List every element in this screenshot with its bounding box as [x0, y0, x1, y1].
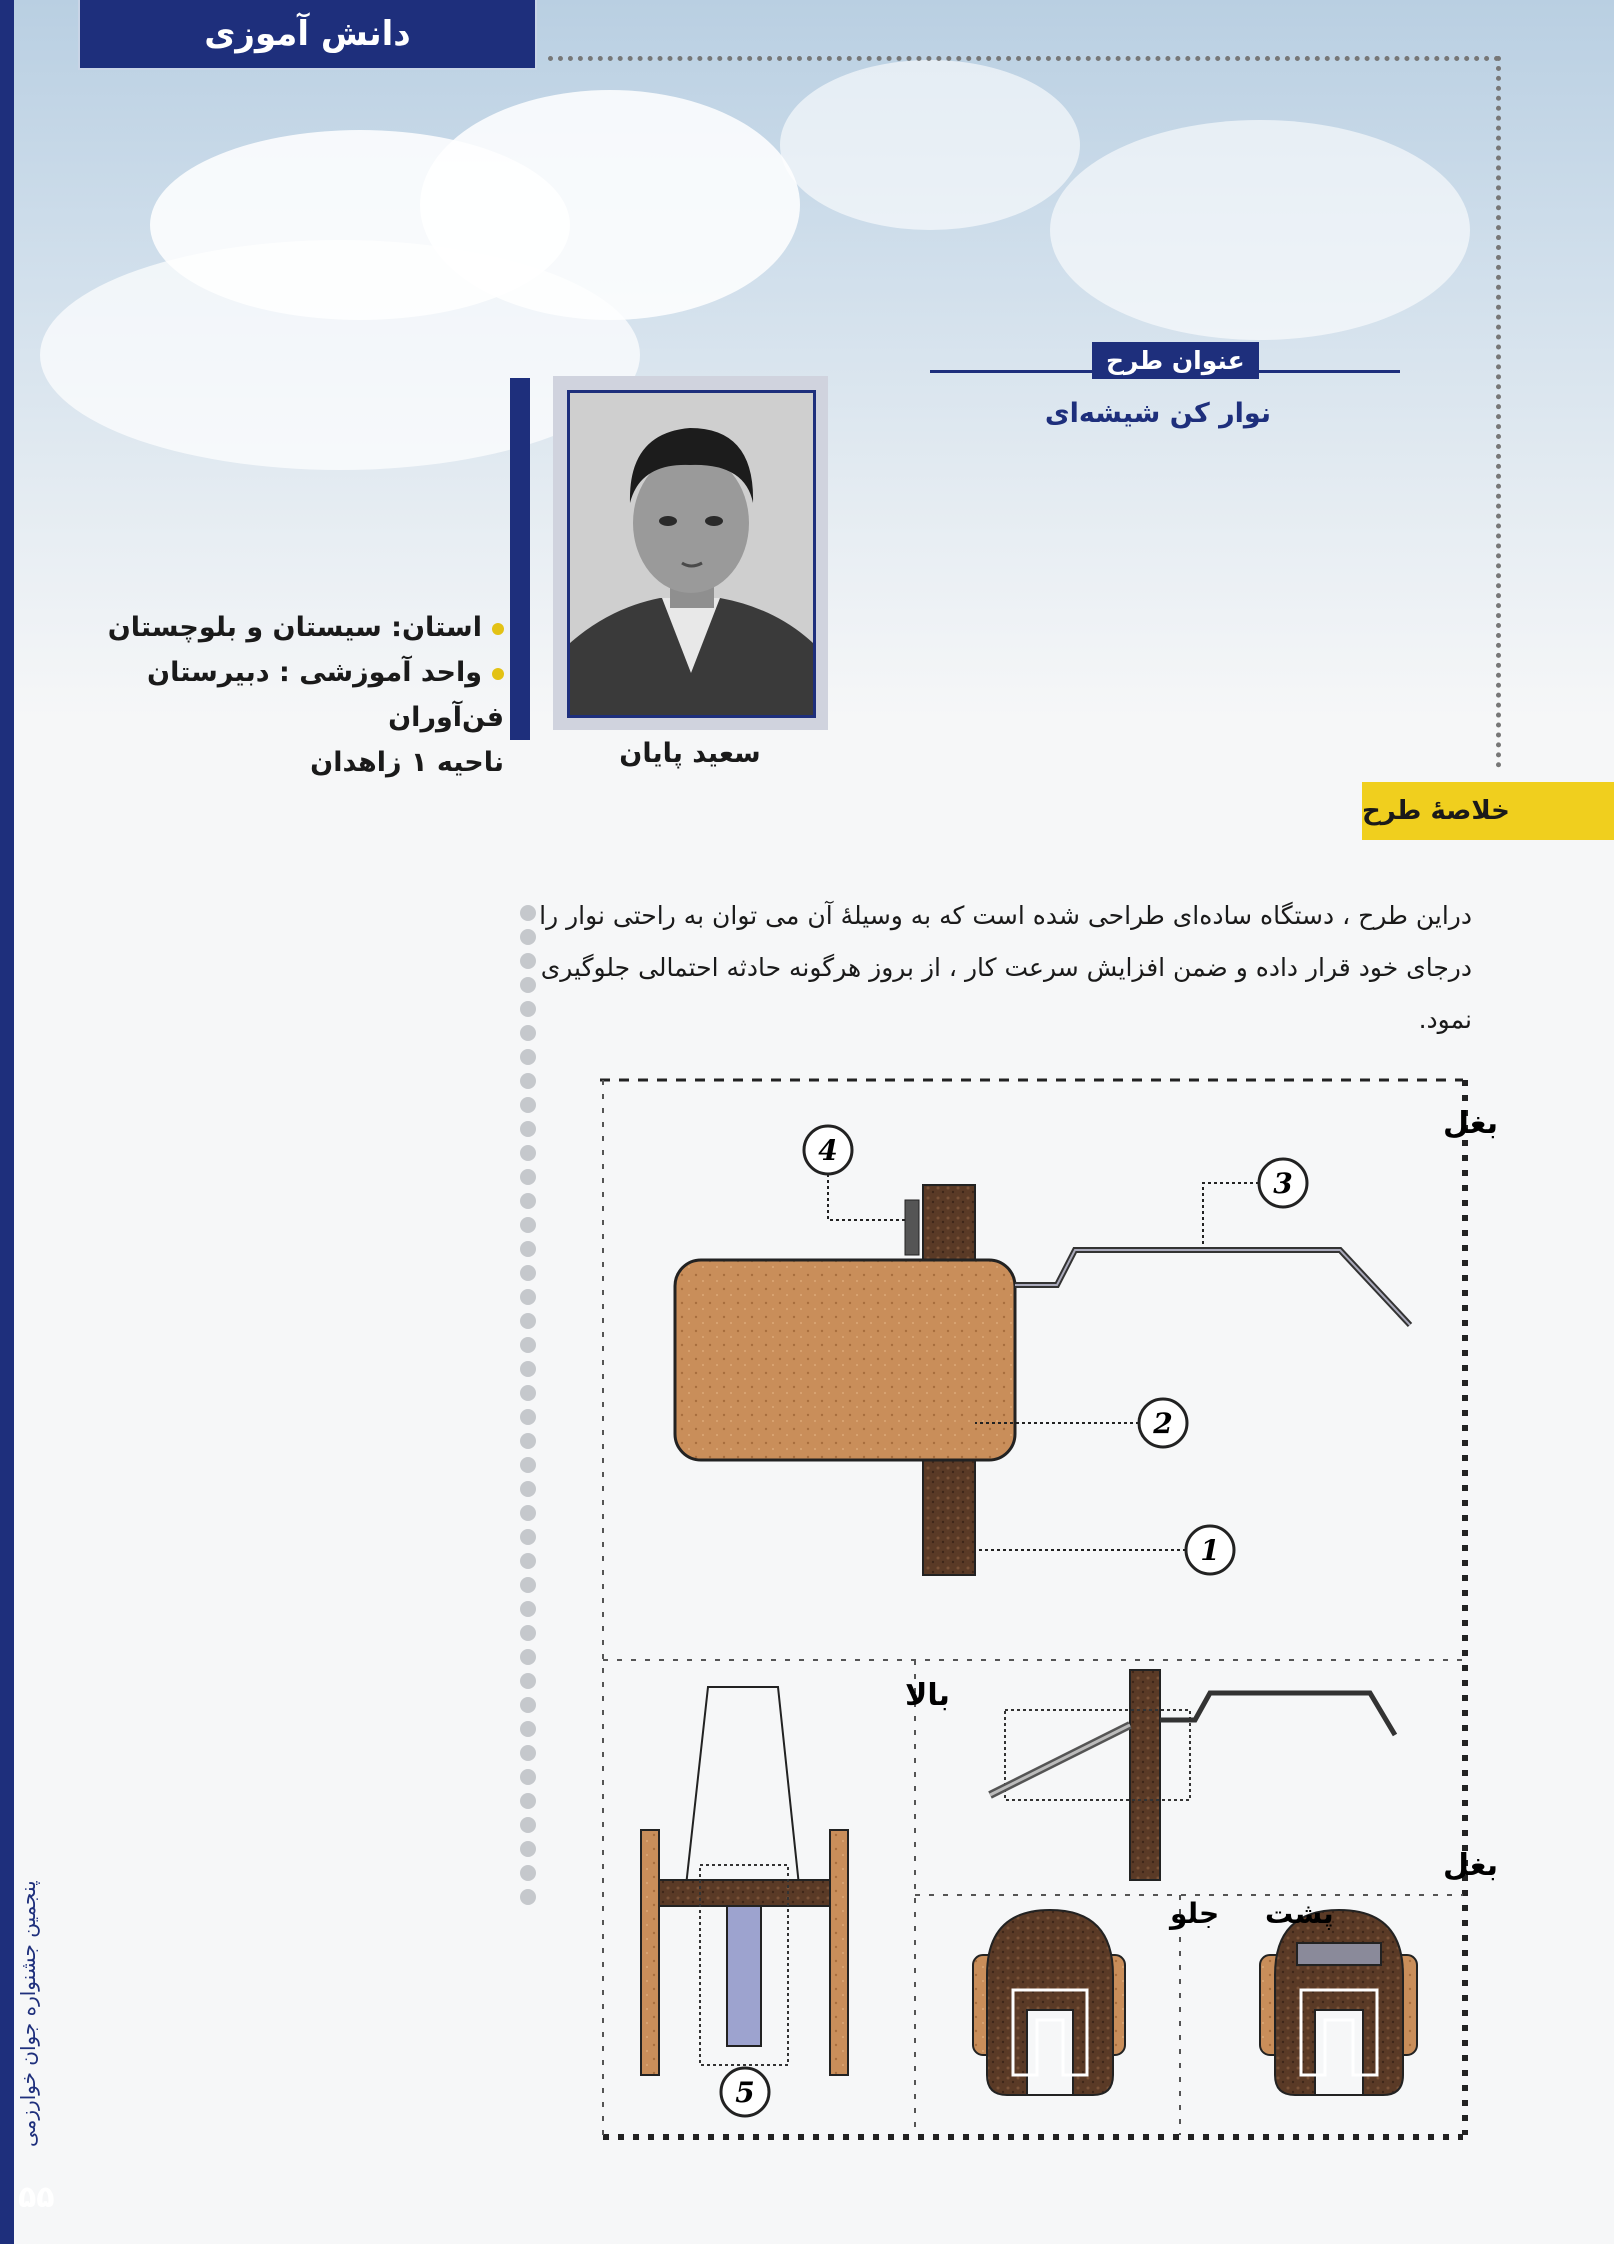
district-row — [84, 740, 504, 785]
callout-4 — [804, 1126, 905, 1220]
footer-event: پنجمین جشنواره جوان خوارزمی — [16, 1880, 40, 2147]
province-text: استان: سیستان و بلوچستان — [107, 612, 482, 643]
summary-label: خلاصهٔ طرح — [1362, 782, 1614, 840]
cloud — [1050, 120, 1470, 340]
callout-1 — [975, 1526, 1234, 1574]
front-view — [973, 1910, 1125, 2095]
author-name: سعید پایان — [619, 738, 761, 769]
project-title-label: عنوان طرح — [1092, 342, 1259, 379]
district-text: ناحیه ۱ زاهدان — [310, 747, 504, 778]
school-text: واحد آموزشی : دبیرستان فن‌آوران — [147, 657, 504, 733]
project-title: نوار کن شیشه‌ای — [1044, 398, 1271, 429]
dotted-border-right — [1496, 56, 1501, 768]
province-row — [84, 605, 504, 650]
author-info — [84, 605, 504, 785]
cloud — [40, 240, 640, 470]
author-photo-frame — [553, 376, 828, 730]
label-top: بالا — [905, 1678, 950, 1713]
section-tab: دانش آموزی — [78, 0, 537, 70]
bullet-icon — [492, 668, 504, 680]
callout-5-label: 5 — [735, 2076, 755, 2109]
bullet-icon — [492, 623, 504, 635]
dotted-border-top — [548, 56, 1500, 61]
callout-3-label: 3 — [1273, 1167, 1293, 1200]
summary-paragraph: دراین طرح ، دستگاه ساده‌ای طراحی شده است که به وسیلهٔ آن می توان به راحتی نوار را درجای خود قرار داده و ضمن افزایش سرعت کار ، از بروز هرگونه حادثه احتمالی جلوگیری نمود. — [539, 901, 1472, 1034]
label-back: پشت — [1265, 1897, 1334, 1930]
main-side-view — [675, 1185, 1410, 1575]
author-photo — [567, 390, 816, 718]
top-view — [641, 1687, 848, 2116]
side-view-small — [990, 1670, 1395, 1880]
label-front: جلو — [1170, 1897, 1220, 1930]
page-edge-strip — [0, 0, 14, 2244]
callout-3 — [1203, 1159, 1307, 1247]
page-number: ۵۵ — [18, 2180, 55, 2215]
decorative-dot-column — [520, 905, 538, 1913]
callout-2-label: 2 — [1153, 1407, 1173, 1440]
callout-4-label: 4 — [818, 1134, 838, 1167]
portrait-illustration — [570, 393, 813, 715]
school-row — [84, 650, 504, 740]
label-side-bottom: بغل — [1443, 1848, 1498, 1883]
back-view — [1260, 1910, 1417, 2095]
photo-accent-bar — [510, 378, 530, 740]
callout-1-label: 1 — [1200, 1534, 1220, 1567]
cloud — [780, 60, 1080, 230]
label-side-top: بغل — [1443, 1106, 1498, 1141]
device-diagram — [595, 1075, 1498, 2150]
